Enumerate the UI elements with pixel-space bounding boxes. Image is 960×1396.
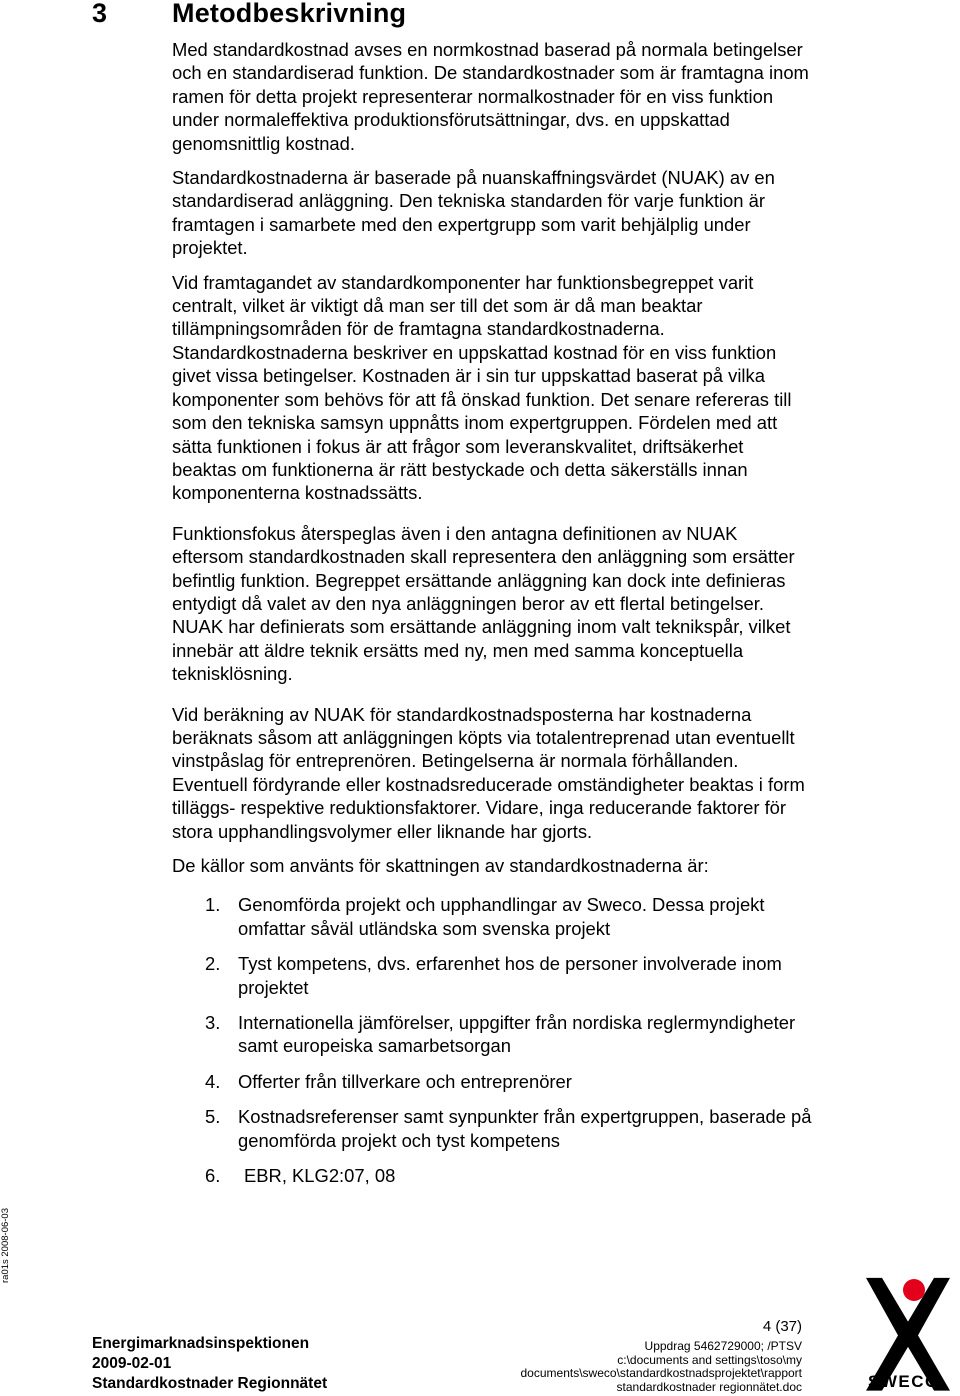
footer-path: c:\documents and settings\toso\my — [617, 1352, 802, 1367]
document-stamp: ra01s 2008-06-03 — [0, 1208, 11, 1283]
paragraph: Vid framtagandet av standardkomponenter har funktionsbegreppet varit centralt, vilket är viktigt då man ser till det som är då man beaktar tillämpningsområden för de framtagna standardkostnaderna. Standardkostnaderna beskriver en uppskattad kostnad för en viss funktion givet vissa betingelser. Kostnaden är i sin tur uppskattad baserat på vilka komponenter som behövs för att få önskad funktion. Det senare refereras till som den tekniska samsyn uppnåtts inom expertgruppen. Fördelen med att sätta funktionen i fokus är att frågor som leveranskvalitet, driftsäkerhet beaktas om funktionerna är rätt bestyckade och detta säkerställs innan komponenterna kostnadssätts. — [172, 271, 792, 504]
list-item — [172, 1164, 812, 1187]
footer-report-title: Standardkostnader Regionnätet — [92, 1375, 328, 1392]
list-number: 3. — [205, 1012, 221, 1034]
footer-right — [521, 1340, 803, 1394]
page-number: 4 (37) — [762, 1318, 802, 1335]
list-text: Internationella jämförelser, uppgifter från nordiska reglermyndigheter samt europeiska samarbetsorgan — [238, 1012, 796, 1057]
list-item — [172, 1070, 812, 1093]
footer-path: standardkostnader regionnätet.doc — [616, 1379, 802, 1394]
section-number: 3 — [92, 0, 108, 28]
list-item — [172, 952, 812, 999]
sources-list — [172, 893, 812, 1187]
list-number: 5. — [205, 1106, 221, 1128]
paragraph: Funktionsfokus återspeglas även i den antagna definitionen av NUAK eftersom standardkostnaden skall representera den anläggning som ersätter befintlig funktion. Begreppet ersättande anläggning kan dock inte definieras entydigt då valet av den nya anläggningen beror av ett flertal betingelser. NUAK har definierats som ersättande anläggning inom valt teknikspår, vilket innebär att äldre teknik ersätts med ny, men med samma konceptuella teknisklösning. — [172, 522, 795, 685]
list-number: 6. — [205, 1165, 221, 1187]
paragraph: De källor som använts för skattningen av standardkostnaderna är: — [172, 855, 709, 876]
footer-assignment: Uppdrag 5462729000; /PTSV — [644, 1339, 802, 1353]
list-text: Offerter från tillverkare och entreprenörer — [238, 1070, 572, 1092]
section-heading — [92, 0, 406, 29]
list-text: EBR, KLG2:07, 08 — [244, 1165, 396, 1187]
list-number: 2. — [205, 953, 221, 975]
list-text: Tyst kompetens, dvs. erfarenhet hos de personer involverade inom projektet — [238, 953, 782, 998]
list-number: 1. — [205, 894, 221, 916]
list-number: 4. — [205, 1070, 221, 1092]
footer-client: Energimarknadsinspektionen — [92, 1335, 310, 1352]
list-text: Kostnadsreferenser samt synpunkter från expertgruppen, baserade på genomförda projekt och tyst kompetens — [238, 1106, 812, 1151]
footer-date: 2009-02-01 — [92, 1355, 172, 1372]
list-item — [172, 1011, 812, 1058]
body-text — [172, 38, 812, 1199]
list-text: Genomförda projekt och upphandlingar av Sweco. Dessa projekt omfattar såväl utländska som svenska projekt — [238, 894, 765, 939]
logo-wordmark: SWECO — [868, 1372, 940, 1391]
list-item — [172, 893, 812, 940]
footer-path: documents\sweco\standardkostnadsprojektet\rapport — [520, 1366, 802, 1380]
list-item — [172, 1105, 812, 1152]
section-title: Metodbeskrivning — [172, 0, 407, 28]
paragraph: Med standardkostnad avses en normkostnad baserad på normala betingelser och en standardiserad funktion. De standardkostnader som är framtagna inom ramen för detta projekt representerar normalkostnader för en viss funktion under normaleffektiva produktionsförutsättningar, dvs. en uppskattad genomsnittlig kostnad. — [172, 39, 809, 154]
paragraph: Standardkostnaderna är baserade på nuanskaffningsvärdet (NUAK) av en standardiserad anläggning. Den tekniska standarden för varje funktion är framtagen i samarbete med den expertgrupp som varit behjälplig under projektet. — [172, 167, 775, 259]
logo-dot — [903, 1279, 925, 1301]
footer-left — [92, 1334, 327, 1394]
paragraph: Vid beräkning av NUAK för standardkostnadsposterna har kostnaderna beräknats såsom att anläggningen köpts via totalentreprenad utan eventuellt vinstpåslag för entreprenören. Betingelserna är normala förhållanden. Eventuell fördyrande eller kostnadsreducerade omständigheter beaktas i form tilläggs- respektive reduktionsfaktorer. Vidare, inga reducerande faktorer för stora upphandlingsvolymer eller liknande har gjorts. — [172, 703, 805, 842]
